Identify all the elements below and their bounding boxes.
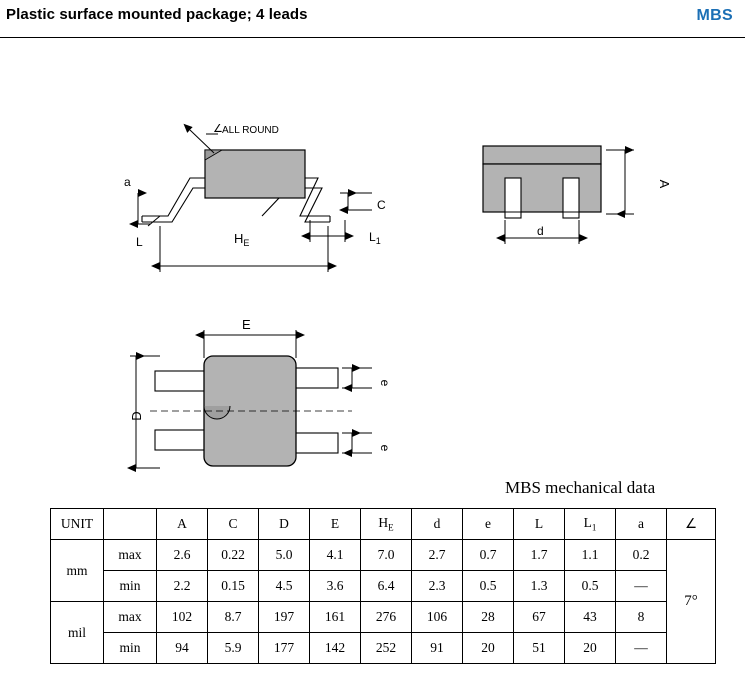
row-minmax-min-mil: min: [104, 633, 157, 664]
label-d-right: d: [537, 224, 544, 238]
page-title: Plastic surface mounted package; 4 leads: [6, 6, 308, 23]
page-header: [0, 0, 745, 38]
cell-mil-min-L: 51: [514, 633, 565, 664]
label-l1: $L_1$: [369, 230, 381, 246]
header-E: E: [310, 509, 361, 540]
label-c: C: [377, 198, 386, 212]
label-all-round: ALL ROUND: [222, 125, 279, 136]
cell-mm-max-L: 1.7: [514, 540, 565, 571]
cell-mm-min-C: 0.15: [208, 571, 259, 602]
label-e-lower: e: [378, 444, 392, 452]
header-HE: $H_E$: [361, 509, 412, 540]
header-angle: ∠: [667, 509, 716, 540]
label-a-left: a: [124, 175, 131, 189]
header-L: L: [514, 509, 565, 540]
cell-mm-max-e: 0.7: [463, 540, 514, 571]
cell-mil-max-HE: 276: [361, 602, 412, 633]
row-minmax-max-mil: max: [104, 602, 157, 633]
cell-mm-min-e: 0.5: [463, 571, 514, 602]
cell-mm-max-L1: 1.1: [565, 540, 616, 571]
cell-mm-min-d: 2.3: [412, 571, 463, 602]
label-angle-symbol: ∠: [213, 123, 223, 135]
cell-mm-min-HE: 6.4: [361, 571, 412, 602]
cell-mm-min-L: 1.3: [514, 571, 565, 602]
table-row: [51, 633, 716, 664]
cell-mil-min-L1: 20: [565, 633, 616, 664]
cell-mm-max-HE: 7.0: [361, 540, 412, 571]
cell-mm-min-E: 3.6: [310, 571, 361, 602]
table-row: [51, 602, 716, 633]
cell-mil-min-a: —: [616, 633, 667, 664]
cell-mm-max-E: 4.1: [310, 540, 361, 571]
header-C: C: [208, 509, 259, 540]
mechanical-data-table: [50, 508, 716, 664]
cell-mm-max-D: 5.0: [259, 540, 310, 571]
header-blank: [104, 509, 157, 540]
header-a: a: [616, 509, 667, 540]
header-unit: UNIT: [51, 509, 104, 540]
row-unit-mm: mm: [51, 540, 104, 602]
cell-mil-min-C: 5.9: [208, 633, 259, 664]
label-a-right: A: [657, 179, 672, 189]
header-L1: $L_1$: [565, 509, 616, 540]
cell-mm-max-C: 0.22: [208, 540, 259, 571]
cell-mm-min-a: —: [616, 571, 667, 602]
cell-mil-min-HE: 252: [361, 633, 412, 664]
cell-mm-max-A: 2.6: [157, 540, 208, 571]
cell-mil-max-L: 67: [514, 602, 565, 633]
label-he: $H_E$: [234, 231, 250, 248]
table-caption: MBS mechanical data: [505, 478, 656, 497]
table-row: [51, 571, 716, 602]
cell-mil-max-A: 102: [157, 602, 208, 633]
cell-mil-min-E: 142: [310, 633, 361, 664]
cell-angle-value: 7°: [667, 540, 716, 664]
cell-mm-min-A: 2.2: [157, 571, 208, 602]
package-code: MBS: [696, 7, 733, 24]
cell-mil-max-a: 8: [616, 602, 667, 633]
header-D: D: [259, 509, 310, 540]
row-unit-mil: mil: [51, 602, 104, 664]
cell-mm-min-L1: 0.5: [565, 571, 616, 602]
cell-mil-min-e: 20: [463, 633, 514, 664]
cell-mil-max-e: 28: [463, 602, 514, 633]
cell-mm-max-d: 2.7: [412, 540, 463, 571]
label-l-left: L: [136, 235, 143, 249]
cell-mil-max-E: 161: [310, 602, 361, 633]
cell-mm-min-D: 4.5: [259, 571, 310, 602]
cell-mil-min-A: 94: [157, 633, 208, 664]
cell-mil-min-d: 91: [412, 633, 463, 664]
cell-mil-max-C: 8.7: [208, 602, 259, 633]
header-A: A: [157, 509, 208, 540]
cell-mil-max-D: 197: [259, 602, 310, 633]
cell-mil-max-L1: 43: [565, 602, 616, 633]
cell-mm-max-a: 0.2: [616, 540, 667, 571]
cell-mil-min-D: 177: [259, 633, 310, 664]
row-minmax-max: max: [104, 540, 157, 571]
header-e: e: [463, 509, 514, 540]
table-header-row: [51, 509, 716, 540]
label-e-upper: e: [378, 379, 392, 387]
table-row: [51, 540, 716, 571]
label-d-plan: D: [129, 411, 144, 421]
package-drawing: [0, 38, 745, 478]
label-e-top: E: [242, 317, 251, 332]
row-minmax-min: min: [104, 571, 157, 602]
header-d: d: [412, 509, 463, 540]
package-drawing-svg: [0, 38, 745, 478]
cell-mil-max-d: 106: [412, 602, 463, 633]
